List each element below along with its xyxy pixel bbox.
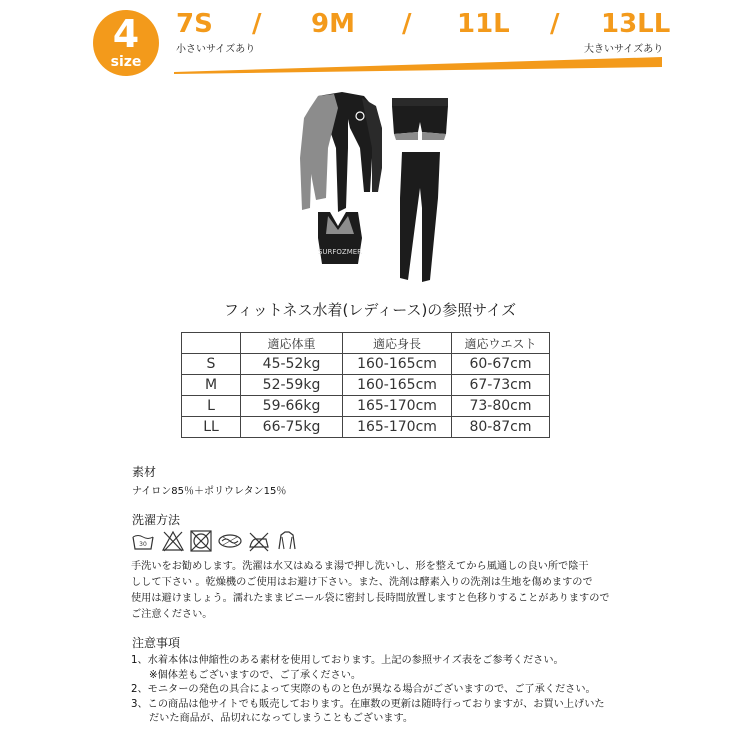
table-row <box>182 354 550 375</box>
table-header-cell: 適応身長 <box>343 333 452 354</box>
size-gradient-wedge <box>174 55 664 75</box>
table-row <box>182 375 550 396</box>
material-text: ナイロン85％＋ポリウレタン15％ <box>132 486 287 497</box>
size-count-badge <box>93 10 159 76</box>
size-separator: / <box>550 9 560 39</box>
table-cell: 73-80cm <box>452 396 550 417</box>
size-label-11l: 11L <box>457 9 510 39</box>
badge-number: 4 <box>112 12 140 56</box>
no-tumble-dry-icon <box>189 529 213 553</box>
washing-line: ご注意ください。 <box>131 609 213 620</box>
swimwear-set-illustration <box>298 88 448 284</box>
leggings-illustration <box>400 152 440 282</box>
hand-wash-icon <box>131 529 155 553</box>
table-cell: 66-75kg <box>241 417 343 438</box>
bra-logo-text: SURFOZMER <box>317 248 363 256</box>
table-cell: 60-67cm <box>452 354 550 375</box>
table-cell: 165-170cm <box>343 396 452 417</box>
note-line: だいた商品が、品切れになってしまうこともございます。 <box>149 713 414 725</box>
no-wring-icon <box>275 529 299 553</box>
note-line: 1、水着本体は伸縮性のある素材を使用しております。上記の参照サイズ表をご参考ください。 <box>131 655 564 666</box>
table-row <box>182 396 550 417</box>
small-sizes-hint: 小さいサイズあり <box>176 44 256 55</box>
washing-heading: 洗濯方法 <box>132 513 181 527</box>
table-cell: L <box>182 396 241 417</box>
size-label-7s: 7S <box>176 9 213 39</box>
badge-unit: size <box>110 54 142 70</box>
notes-heading: 注意事項 <box>132 636 181 650</box>
size-separator: / <box>252 9 262 39</box>
table-cell: 160-165cm <box>343 354 452 375</box>
tub-temperature-label: 30 <box>139 541 147 548</box>
size-chart-table <box>181 332 550 438</box>
table-cell: M <box>182 375 241 396</box>
material-heading: 素材 <box>132 465 157 479</box>
no-iron-icon <box>247 529 271 553</box>
note-line: 3、この商品は他サイトでも販売しております。在庫数の更新は随時行っておりますが、お買い上げいた <box>131 698 605 710</box>
table-header-cell: 適応体重 <box>241 333 343 354</box>
table-header-row <box>182 333 550 354</box>
table-header-cell: 適応ウエスト <box>452 333 550 354</box>
table-cell: 45-52kg <box>241 354 343 375</box>
table-cell: 160-165cm <box>343 375 452 396</box>
size-separator: / <box>402 9 412 39</box>
washing-line: 手洗いをお勧めします。洗濯は水又はぬるま湯で押し洗いし、形を整えてから風通しの良い所で陰干 <box>131 561 589 572</box>
table-header-cell <box>182 333 241 354</box>
washing-instructions <box>131 559 651 623</box>
large-sizes-hint: 大きいサイズあり <box>584 44 664 55</box>
size-range-row <box>176 8 671 42</box>
no-bleach-icon <box>161 529 185 553</box>
table-row <box>182 417 550 438</box>
net-wash-icon <box>217 529 243 553</box>
table-cell: 67-73cm <box>452 375 550 396</box>
size-label-13ll: 13LL <box>601 9 671 39</box>
note-line: ※個体差もございますので、ご了承ください。 <box>149 669 362 681</box>
table-cell: S <box>182 354 241 375</box>
table-cell: 165-170cm <box>343 417 452 438</box>
table-cell: 52-59kg <box>241 375 343 396</box>
table-cell: LL <box>182 417 241 438</box>
washing-line: 使用は避けましょう。濡れたままビニール袋に密封し長時間放置しますと色移りすることがありますので <box>131 593 610 604</box>
sports-bra-illustration <box>318 212 362 264</box>
table-cell: 59-66kg <box>241 396 343 417</box>
table-cell: 80-87cm <box>452 417 550 438</box>
shorts-illustration <box>392 98 448 140</box>
jacket-illustration <box>300 92 382 212</box>
note-line: 2、モニターの発色の具合によって実際のものと色が異なる場合がございますので、ご了承ください。 <box>131 684 596 696</box>
size-label-9m: 9M <box>311 9 355 39</box>
washing-line: しして下さい 。乾燥機のご使用はお避け下さい。また、洗剤は酵素入りの洗剤は生地を傷めますので <box>131 577 593 588</box>
size-table-title: フィットネス水着(レディース)の参照サイズ <box>223 301 517 319</box>
notes-list <box>131 654 651 727</box>
